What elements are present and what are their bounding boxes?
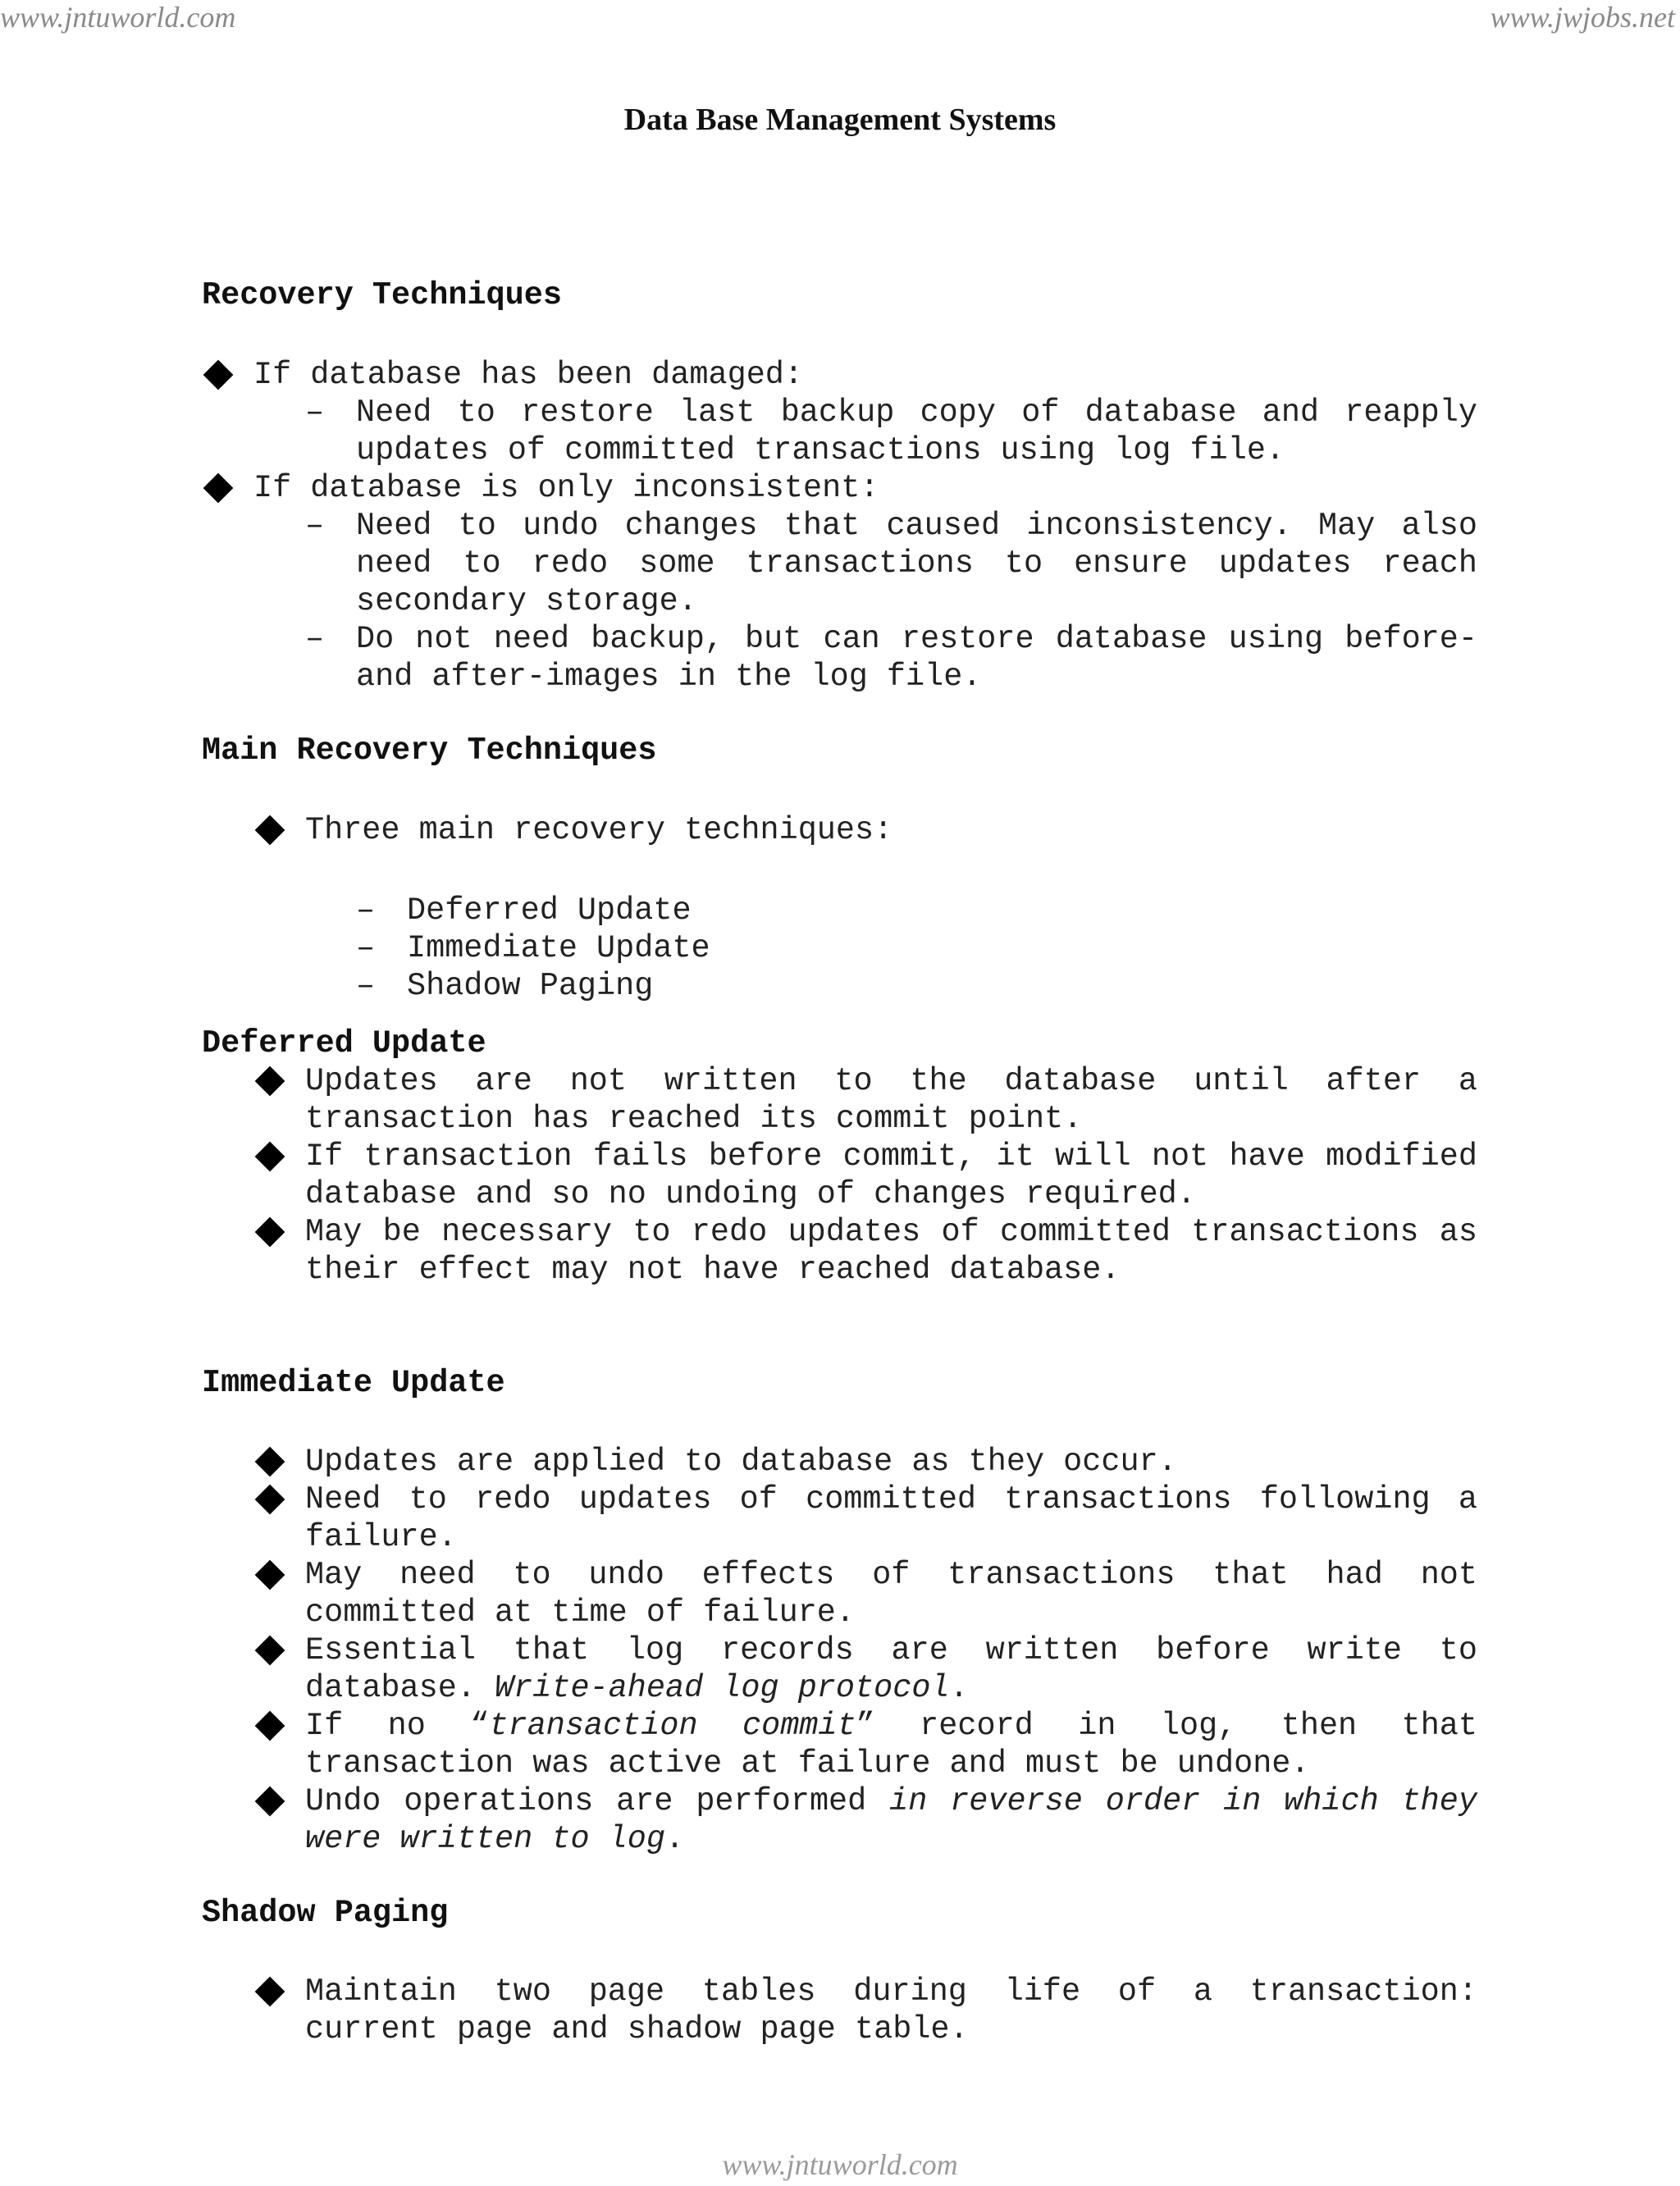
technique-item: – Deferred Update [202,892,1477,929]
bullet-item: If database has been damaged: [202,356,1477,394]
bullet-emphasis: in reverse order in which they were written to log [305,1783,1477,1857]
heading-recovery-techniques: Recovery Techniques [202,277,562,313]
bullet-item [202,1632,1477,1707]
technique-item: – Immediate Update [202,929,1477,967]
dash-item: – Do not need backup, but can restore database using before- and after-images in the log file. [202,620,1477,696]
heading-deferred-update: Deferred Update [202,1025,486,1061]
heading-shadow-paging: Shadow Paging [202,1895,449,1931]
bullet-item: May need to undo effects of transactions that had not committed at time of failure. [202,1556,1477,1632]
watermark-top-left: www.jntuworld.com [0,1,236,34]
bullet-item: Updates are not written to the database until after a transaction has reached its commit point. [202,1062,1477,1138]
bullet-item: If database is only inconsistent: [202,469,1477,507]
bullet-item: May be necessary to redo updates of committed transactions as their effect may not have reached database. [202,1213,1477,1289]
bullet-item: Maintain two page tables during life of a transaction: current page and shadow page table. [202,1973,1477,2048]
document-body [202,262,1477,2048]
bullet-text: Undo operations are performed [305,1783,890,1819]
watermark-bottom: www.jntuworld.com [722,2148,958,2181]
bullet-text: Essential that log records are written before write to database. [305,1632,1477,1706]
bullet-item: Need to redo updates of committed transactions following a failure. [202,1481,1477,1556]
dash-item: – Need to restore last backup copy of database and reapply updates of committed transactions using log file. [202,394,1477,469]
bullet-emphasis: transaction commit [489,1708,856,1744]
technique-item: – Shadow Paging [202,967,1477,1005]
bullet-item: Updates are applied to database as they occur. [202,1443,1477,1481]
heading-immediate-update: Immediate Update [202,1365,505,1401]
bullet-item: If transaction fails before commit, it will not have modified database and so no undoing of changes required. [202,1138,1477,1213]
bullet-text: ” record in log, then that transaction was active at failure and must be undone. [305,1708,1478,1782]
page-title: Data Base Management Systems [623,103,1057,137]
bullet-text: . [949,1670,969,1706]
bullet-emphasis: Write-ahead log protocol [495,1670,950,1706]
bullet-item [202,1707,1477,1782]
bullet-text: If no “ [305,1708,490,1744]
heading-main-recovery-techniques: Main Recovery Techniques [202,732,657,769]
bullet-item [202,1782,1477,1858]
watermark-top-right: www.jwjobs.net [1490,1,1675,34]
bullet-text: . [664,1821,685,1857]
bullet-item: Three main recovery techniques: [202,811,1477,849]
dash-item: – Need to undo changes that caused inconsistency. May also need to redo some transactions to ensure updates reach secondary storage. [202,507,1477,620]
